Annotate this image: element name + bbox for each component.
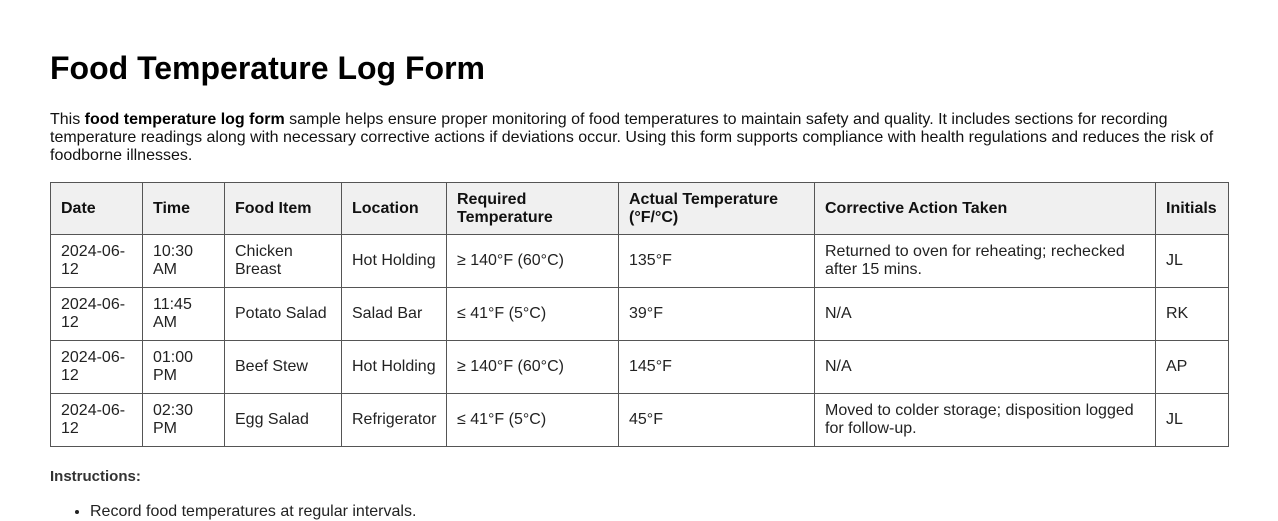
intro-paragraph <box>50 111 1230 165</box>
cell-date: 2024-06-12 <box>51 288 143 341</box>
cell-date: 2024-06-12 <box>51 235 143 288</box>
intro-text-after: sample helps ensure proper monitoring of food temperatures to maintain safety and quality. It includes sections for recording temperature readings along with necessary corrective actions if deviations occur. Using this form supports compliance with health regulations and reduces the risk of foodborne illnesses. <box>50 111 1214 164</box>
cell-time: 01:00 PM <box>143 341 225 394</box>
cell-corrective-action: N/A <box>815 341 1156 394</box>
cell-food-item: Egg Salad <box>225 394 342 447</box>
cell-actual-temperature: 45°F <box>619 394 815 447</box>
page-title: Food Temperature Log Form <box>50 50 485 86</box>
cell-date: 2024-06-12 <box>51 394 143 447</box>
cell-required-temperature: ≥ 140°F (60°C) <box>447 341 619 394</box>
cell-time: 02:30 PM <box>143 394 225 447</box>
cell-corrective-action: Returned to oven for reheating; rechecked after 15 mins. <box>815 235 1156 288</box>
header-actual-temperature: Actual Temperature (°F/°C) <box>619 183 815 235</box>
cell-food-item: Chicken Breast <box>225 235 342 288</box>
cell-location: Salad Bar <box>342 288 447 341</box>
cell-time: 11:45 AM <box>143 288 225 341</box>
header-date: Date <box>51 183 143 235</box>
intro-bold-text: food temperature log form <box>84 111 285 128</box>
cell-required-temperature: ≤ 41°F (5°C) <box>447 288 619 341</box>
header-time: Time <box>143 183 225 235</box>
table-row <box>51 235 1229 288</box>
header-corrective-action: Corrective Action Taken <box>815 183 1156 235</box>
cell-actual-temperature: 145°F <box>619 341 815 394</box>
cell-required-temperature: ≤ 41°F (5°C) <box>447 394 619 447</box>
temperature-log-table <box>50 182 1229 447</box>
cell-location: Hot Holding <box>342 235 447 288</box>
cell-initials: JL <box>1156 394 1229 447</box>
cell-initials: AP <box>1156 341 1229 394</box>
cell-time: 10:30 AM <box>143 235 225 288</box>
cell-location: Refrigerator <box>342 394 447 447</box>
cell-date: 2024-06-12 <box>51 341 143 394</box>
header-required-temperature: Required Temperature <box>447 183 619 235</box>
header-initials: Initials <box>1156 183 1229 235</box>
instructions-list <box>50 503 1228 521</box>
instructions-heading: Instructions: <box>50 468 141 485</box>
cell-actual-temperature: 135°F <box>619 235 815 288</box>
cell-corrective-action: Moved to colder storage; disposition logged for follow-up. <box>815 394 1156 447</box>
header-food-item: Food Item <box>225 183 342 235</box>
header-location: Location <box>342 183 447 235</box>
table-header-row <box>51 183 1229 235</box>
cell-food-item: Potato Salad <box>225 288 342 341</box>
cell-food-item: Beef Stew <box>225 341 342 394</box>
cell-actual-temperature: 39°F <box>619 288 815 341</box>
table-row <box>51 394 1229 447</box>
cell-required-temperature: ≥ 140°F (60°C) <box>447 235 619 288</box>
table-row <box>51 288 1229 341</box>
instruction-item: • Record food temperatures at regular intervals. <box>90 503 1228 521</box>
cell-initials: RK <box>1156 288 1229 341</box>
cell-location: Hot Holding <box>342 341 447 394</box>
cell-initials: JL <box>1156 235 1229 288</box>
cell-corrective-action: N/A <box>815 288 1156 341</box>
table-row <box>51 341 1229 394</box>
intro-text-before: This <box>50 111 85 128</box>
